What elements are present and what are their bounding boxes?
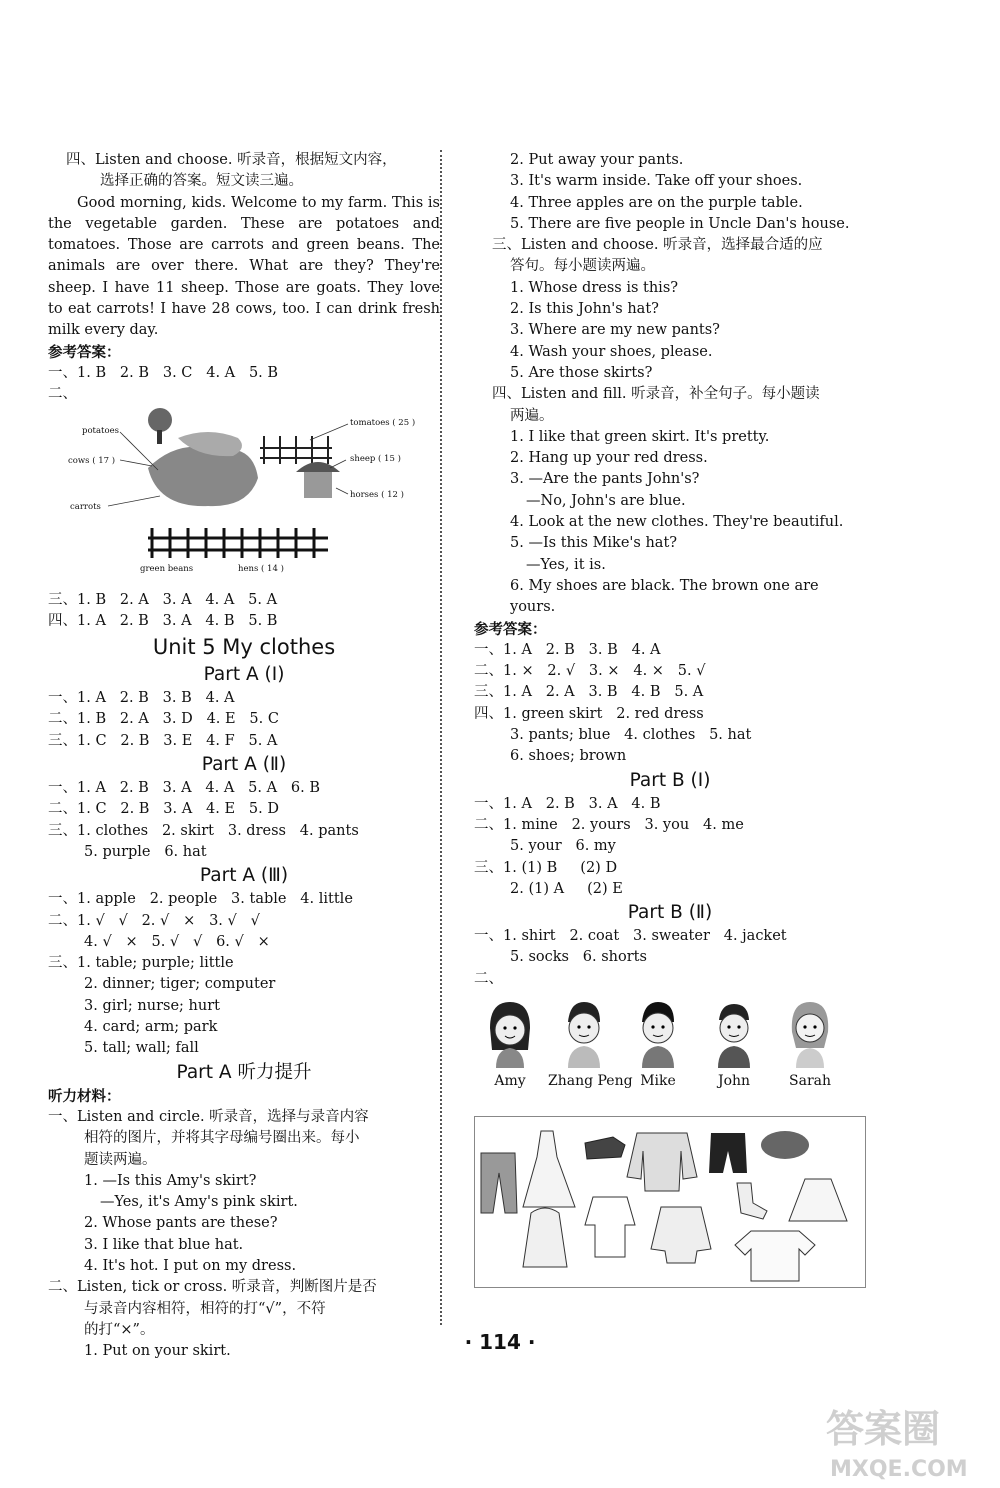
question-title-cont: 两遍。: [510, 407, 554, 424]
answer-line: 5. tall; wall; fall: [84, 1040, 199, 1057]
pants-icon: [481, 1153, 517, 1213]
clothes-picture: [474, 1116, 866, 1288]
script-line: 3. I like that blue hat.: [84, 1236, 244, 1253]
girl-face-icon: [782, 998, 838, 1068]
answer-line: 三、1. clothes 2. skirt 3. dress 4. pants: [48, 822, 359, 839]
hat-icon: [761, 1131, 809, 1159]
answer-line: 4. card; arm; park: [84, 1019, 218, 1036]
sweater-icon: [627, 1133, 697, 1191]
q4-title: 四、Listen and choose. 听录音，根据短文内容，: [66, 152, 397, 168]
farm-passage: Good morning, kids. Welcome to my farm. This is the vegetable garden. These are potatoes and tomatoes. Those are carrots and green beans. The animals are over there. What are they? They're sheep. I have 11 sheep. Those are goats. They love to eat carrots! I have 28 cows, too. I can drink fresh milk every day.: [48, 194, 440, 339]
farm-figure: [48, 408, 440, 588]
answer-line: 一、1. apple 2. people 3. table 4. little: [48, 891, 353, 908]
answers-heading: 参考答案：: [48, 343, 121, 361]
answer-line: 二、1. B 2. A 3. D 4. E 5. C: [48, 711, 279, 728]
dress-icon: [523, 1131, 575, 1207]
question-title-cont: 与录音内容相符，相符的打“√”，不符: [84, 1300, 326, 1317]
part-heading: Part A (Ⅰ): [203, 664, 285, 686]
script-line: 1. Whose dress is this?: [510, 279, 679, 296]
child-john: [698, 998, 770, 1090]
boy-face-icon: [630, 998, 686, 1068]
part-heading: Part A 听力提升: [176, 1061, 312, 1083]
child-name: Amy: [494, 1072, 526, 1089]
question-title: 三、Listen and choose. 听录音，选择最合适的应: [492, 237, 823, 254]
answer-line: 2. (1) A (2) E: [510, 880, 623, 897]
answer-line: 三、1. B 2. A 3. A 4. A 5. A: [48, 591, 278, 608]
script-line: 1. I like that green skirt. It's pretty.: [510, 428, 770, 445]
label-horses: horses ( 12 ): [350, 489, 404, 500]
question-title-cont: 的打“×”。: [84, 1321, 155, 1338]
answer-line: 四、1. A 2. B 3. A 4. B 5. B: [48, 612, 278, 629]
right-column: [474, 150, 866, 1288]
script-line: —Yes, it is.: [526, 556, 606, 573]
boy-face-icon: [706, 998, 762, 1068]
script-line: 2. Is this John's hat?: [510, 301, 659, 318]
listen-material-heading: 听力材料：: [48, 1087, 121, 1105]
child-name: John: [717, 1072, 751, 1089]
left-column: [48, 150, 440, 1362]
watermark-logo: [820, 1396, 990, 1482]
q4-title-cont: 选择正确的答案。短文读三遍。: [100, 173, 303, 190]
script-line: 6. My shoes are black. The brown one are yours.: [510, 577, 819, 616]
child-zhang-peng: [548, 998, 633, 1090]
child-name: Sarah: [789, 1072, 831, 1089]
label-green-beans: green beans: [140, 563, 194, 574]
question-title-cont: 相符的图片，并将其字母编号圈出来。每小: [84, 1130, 360, 1147]
answer-line: 二、1. × 2. √ 3. × 4. × 5. √: [474, 663, 706, 680]
script-line: 4. It's hot. I put on my dress.: [84, 1257, 297, 1274]
label-carrots: carrots: [70, 501, 101, 512]
script-line: 2. Hang up your red dress.: [510, 450, 708, 467]
shorts-icon: [709, 1133, 747, 1173]
answer-line: 二、1. mine 2. yours 3. you 4. me: [474, 816, 744, 833]
child-mike: [622, 998, 694, 1090]
children-row: [474, 998, 866, 1106]
unit-title: Unit 5 My clothes: [152, 635, 336, 660]
answer-line: 二、: [474, 970, 503, 987]
answer-line: 二、1. √ √ 2. √ × 3. √ √: [48, 912, 260, 929]
part-heading: Part B (Ⅱ): [627, 902, 713, 924]
part-heading: Part A (Ⅱ): [201, 754, 287, 776]
answer-line: 三、1. A 2. A 3. B 4. B 5. A: [474, 684, 704, 701]
script-line: 4. Three apples are on the purple table.: [510, 194, 803, 211]
answer-line: 4. √ × 5. √ √ 6. √ ×: [84, 933, 270, 950]
answer-line: 一、1. B 2. B 3. C 4. A 5. B: [48, 364, 279, 381]
boy-face-icon: [556, 998, 612, 1068]
script-line: 1. —Is this Amy's skirt?: [84, 1172, 257, 1189]
label-tomatoes: tomatoes ( 25 ): [350, 417, 416, 428]
label-hens: hens ( 14 ): [238, 563, 284, 574]
child-name: Mike: [640, 1072, 676, 1089]
child-amy: [474, 998, 546, 1090]
t-shirt-icon: [735, 1231, 815, 1281]
child-name: Zhang Peng: [548, 1072, 633, 1089]
answer-line: 5. your 6. my: [510, 838, 616, 855]
label-sheep: sheep ( 15 ): [350, 453, 401, 464]
girl-face-icon: [482, 998, 538, 1068]
answer-line: 二、: [48, 386, 77, 403]
script-line: 3. Where are my new pants?: [510, 322, 720, 339]
answer-line: 一、1. A 2. B 3. B 4. A: [48, 690, 235, 707]
clothes-illustration: [475, 1117, 865, 1285]
svg-text:MXQE.COM: MXQE.COM: [830, 1457, 968, 1482]
svg-text:答案圈: 答案圈: [826, 1407, 941, 1451]
jacket-icon: [651, 1207, 711, 1263]
label-potatoes: potatoes: [82, 425, 119, 436]
question-title: 二、Listen, tick or cross. 听录音，判断图片是否: [48, 1279, 377, 1296]
column-divider: [440, 150, 442, 1325]
answer-line: 三、1. C 2. B 3. E 4. F 5. A: [48, 732, 278, 749]
answer-line: 2. dinner; tiger; computer: [84, 976, 276, 993]
page-number: · 114 ·: [464, 1330, 536, 1354]
script-line: 1. Put on your skirt.: [84, 1343, 231, 1360]
label-cows: cows ( 17 ): [68, 455, 116, 466]
answer-line: 四、1. green skirt 2. red dress: [474, 705, 704, 722]
skirt-icon: [789, 1179, 847, 1221]
script-line: —No, John's are blue.: [526, 492, 686, 509]
question-title-cont: 答句。每小题读两遍。: [510, 258, 655, 275]
answer-line: 3. pants; blue 4. clothes 5. hat: [510, 727, 752, 744]
answer-line: 三、1. (1) B (2) D: [474, 859, 618, 876]
script-line: 4. Wash your shoes, please.: [510, 343, 713, 360]
script-line: 4. Look at the new clothes. They're beautiful.: [510, 514, 844, 531]
answer-line: 一、1. A 2. B 3. A 4. A 5. A 6. B: [48, 780, 320, 797]
coat-icon: [523, 1208, 567, 1267]
script-line: 5. Are those skirts?: [510, 364, 653, 381]
answer-line: 5. socks 6. shorts: [510, 949, 647, 966]
part-heading: Part A (Ⅲ): [199, 865, 289, 887]
script-line: 5. —Is this Mike's hat?: [510, 535, 678, 552]
socks-icon: [737, 1183, 767, 1219]
answer-line: 6. shoes; brown: [510, 748, 627, 765]
shoes-icon: [585, 1137, 625, 1159]
answer-line: 5. purple 6. hat: [84, 843, 207, 860]
script-line: —Yes, it's Amy's pink skirt.: [100, 1194, 298, 1211]
child-sarah: [774, 998, 846, 1090]
answer-line: 一、1. shirt 2. coat 3. sweater 4. jacket: [474, 928, 787, 945]
script-line: 3. It's warm inside. Take off your shoes.: [510, 173, 803, 190]
question-title-cont: 题读两遍。: [84, 1151, 157, 1168]
script-line: 5. There are five people in Uncle Dan's house.: [510, 215, 850, 232]
question-title: 四、Listen and fill. 听录音，补全句子。每小题读: [492, 386, 820, 403]
answer-line: 3. girl; nurse; hurt: [84, 997, 220, 1014]
answer-line: 二、1. C 2. B 3. A 4. E 5. D: [48, 801, 279, 818]
answer-line: 三、1. table; purple; little: [48, 955, 234, 972]
question-title: 一、Listen and circle. 听录音，选择与录音内容: [48, 1108, 369, 1125]
shirt-icon: [585, 1197, 635, 1257]
answer-line: 一、1. A 2. B 3. B 4. A: [474, 641, 661, 658]
answers-heading: 参考答案：: [474, 620, 547, 638]
script-line: 2. Put away your pants.: [510, 152, 684, 168]
script-line: 3. —Are the pants John's?: [510, 471, 700, 488]
answer-line: 一、1. A 2. B 3. A 4. B: [474, 795, 661, 812]
part-heading: Part B (Ⅰ): [629, 769, 711, 791]
script-line: 2. Whose pants are these?: [84, 1215, 278, 1232]
